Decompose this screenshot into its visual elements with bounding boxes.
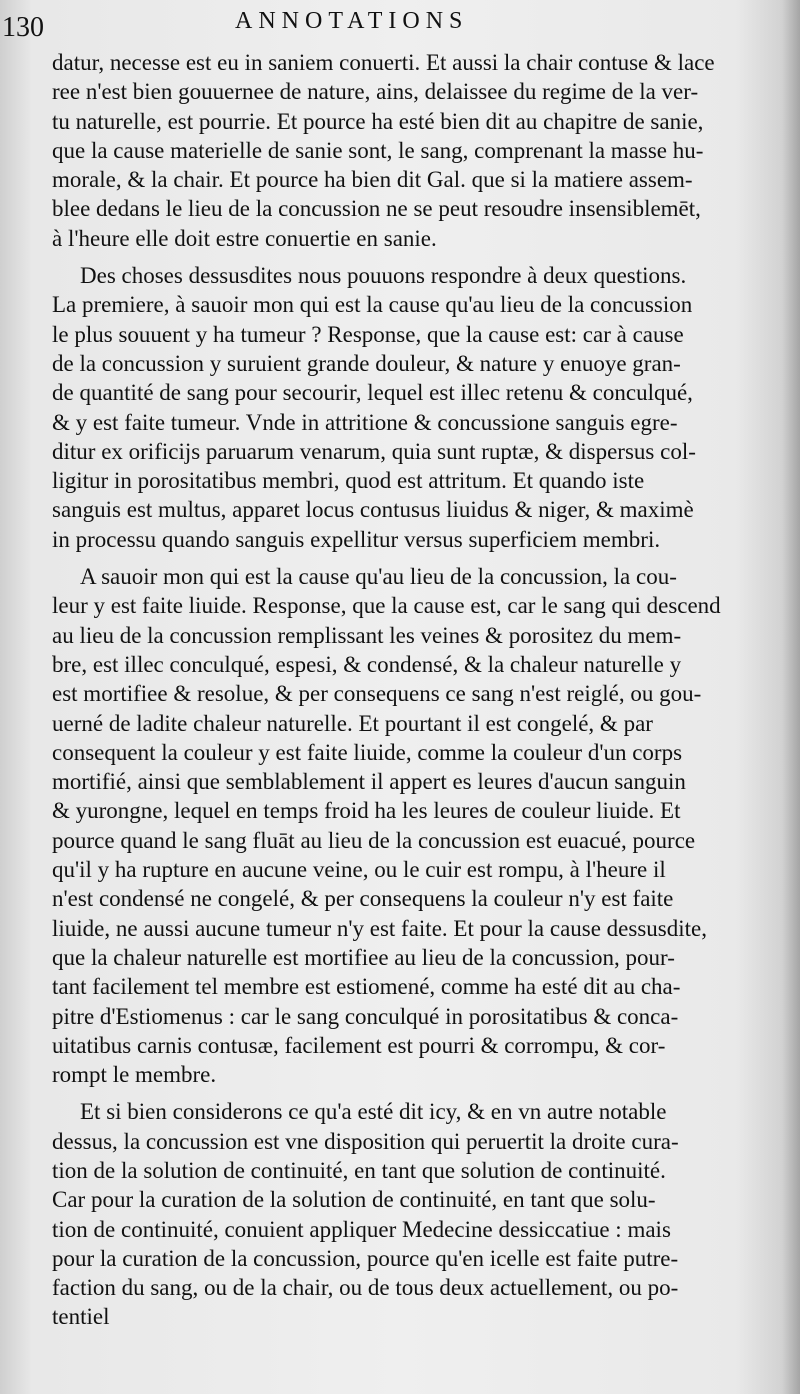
text-line: datur, necesse est eu in saniem conuerti. Et aussi la chair contuse & lace (52, 50, 715, 75)
text-line: & yurongne, lequel en temps froid ha les leures de couleur liuide. Et (52, 798, 681, 824)
text-line: faction du sang, ou de la chair, ou de tous deux actuellement, ou po- (52, 1275, 679, 1301)
text-line: tu naturelle, est pourrie. Et pource ha esté bien dit au chapitre de sanie, (52, 108, 704, 134)
paragraph-gap (52, 554, 772, 562)
text-line: bre, est illec conculqué, espesi, & condensé, & la chaleur naturelle y (52, 651, 682, 677)
paragraph (52, 48, 772, 253)
text-line: à l'heure elle doit estre conuertie en sanie. (52, 225, 437, 251)
text-line: morale, & la chair. Et pource ha bien dit Gal. que si la matiere assem- (52, 167, 693, 193)
text-line: tentiel (52, 1304, 110, 1330)
text-line: Et si bien considerons ce qu'a esté dit icy, & en vn autre notable (80, 1099, 667, 1125)
text-line: est mortifiee & resolue, & per consequens ce sang n'est reiglé, ou gou- (52, 681, 702, 707)
text-line: leur y est faite liuide. Response, que la cause est, car le sang qui descend (52, 593, 721, 619)
paragraph (52, 261, 772, 554)
text-line: n'est condensé ne congelé, & per consequens la couleur n'y est faite (52, 886, 674, 912)
page-edge-shadow (782, 0, 800, 1394)
text-line: tant facilement tel membre est estiomené, comme ha esté dit au cha- (52, 974, 681, 1000)
page-header (0, 8, 800, 44)
text-line: mortifié, ainsi que semblablement il appert es leures d'aucun sanguin (52, 769, 686, 795)
body-text (52, 48, 772, 1332)
text-line: ree n'est bien gouuernee de nature, ains, delaissee du regime de la ver- (52, 79, 699, 105)
text-line: uerné de ladite chaleur naturelle. Et pourtant il est congelé, & par (52, 710, 653, 736)
text-line: tion de la solution de continuité, en tant que solution de continuité. (52, 1157, 666, 1183)
running-title: ANNOTATIONS (235, 8, 469, 34)
text-line: pour la curation de la concussion, pource qu'en icelle est faite putre- (52, 1245, 679, 1271)
text-line: & y est faite tumeur. Vnde in attritione & concussione sanguis egre- (52, 409, 678, 435)
text-line: sanguis est multus, apparet locus contusus liuidus & niger, & maximè (52, 497, 694, 523)
text-line: blee dedans le lieu de la concussion ne se peut resoudre insensiblemēt, (52, 196, 701, 222)
paragraph-gap (52, 253, 772, 261)
page-number: 130 (2, 12, 44, 43)
text-line: ditur ex orificijs paruarum venarum, quia sunt ruptæ, & dispersus col- (52, 438, 696, 464)
text-line: pource quand le sang fluāt au lieu de la concussion est euacué, pource (52, 827, 696, 853)
text-line: de quantité de sang pour secourir, lequel est illec retenu & conculqué, (52, 380, 693, 406)
text-line: in processu quando sanguis expellitur versus superficiem membri. (52, 526, 661, 552)
text-line: consequent la couleur y est faite liuide, comme la couleur d'un corps (52, 739, 683, 765)
text-line: La premiere, à sauoir mon qui est la cause qu'au lieu de la concussion (52, 292, 693, 318)
text-line: le plus souuent y ha tumeur ? Response, que la cause est: car à cause (52, 321, 684, 347)
text-line: rompt le membre. (52, 1062, 217, 1088)
text-line: A sauoir mon qui est la cause qu'au lieu de la concussion, la cou- (80, 564, 677, 590)
text-line: que la cause materielle de sanie sont, le sang, comprenant la masse hu- (52, 137, 704, 163)
text-line: Des choses dessusdites nous pouuons respondre à deux questions. (80, 263, 687, 289)
text-line: liuide, ne aussi aucune tumeur n'y est faite. Et pour la cause dessusdite, (52, 915, 707, 941)
text-line: qu'il y ha rupture en aucune veine, ou le cuir est rompu, à l'heure il (52, 857, 666, 883)
paragraph-gap (52, 1089, 772, 1097)
text-line: ligitur in porositatibus membri, quod est attritum. Et quando iste (52, 468, 645, 494)
text-line: tion de continuité, conuient appliquer Medecine dessiccatiue : mais (52, 1216, 671, 1242)
text-line: dessus, la concussion est vne disposition qui peruertit la droite cura- (52, 1128, 679, 1154)
text-line: de la concussion y suruient grande douleur, & nature y enuoye gran- (52, 350, 681, 376)
text-line: pitre d'Estiomenus : car le sang conculqué in porositatibus & conca- (52, 1003, 679, 1029)
paragraph (52, 1097, 772, 1331)
text-line: Car pour la curation de la solution de continuité, en tant que solu- (52, 1187, 656, 1213)
text-line: uitatibus carnis contusæ, facilement est pourri & corrompu, & cor- (52, 1032, 666, 1058)
text-line: que la chaleur naturelle est mortifiee au lieu de la concussion, pour- (52, 944, 675, 970)
paragraph (52, 562, 772, 1089)
text-line: au lieu de la concussion remplissant les veines & porositez du mem- (52, 622, 682, 648)
